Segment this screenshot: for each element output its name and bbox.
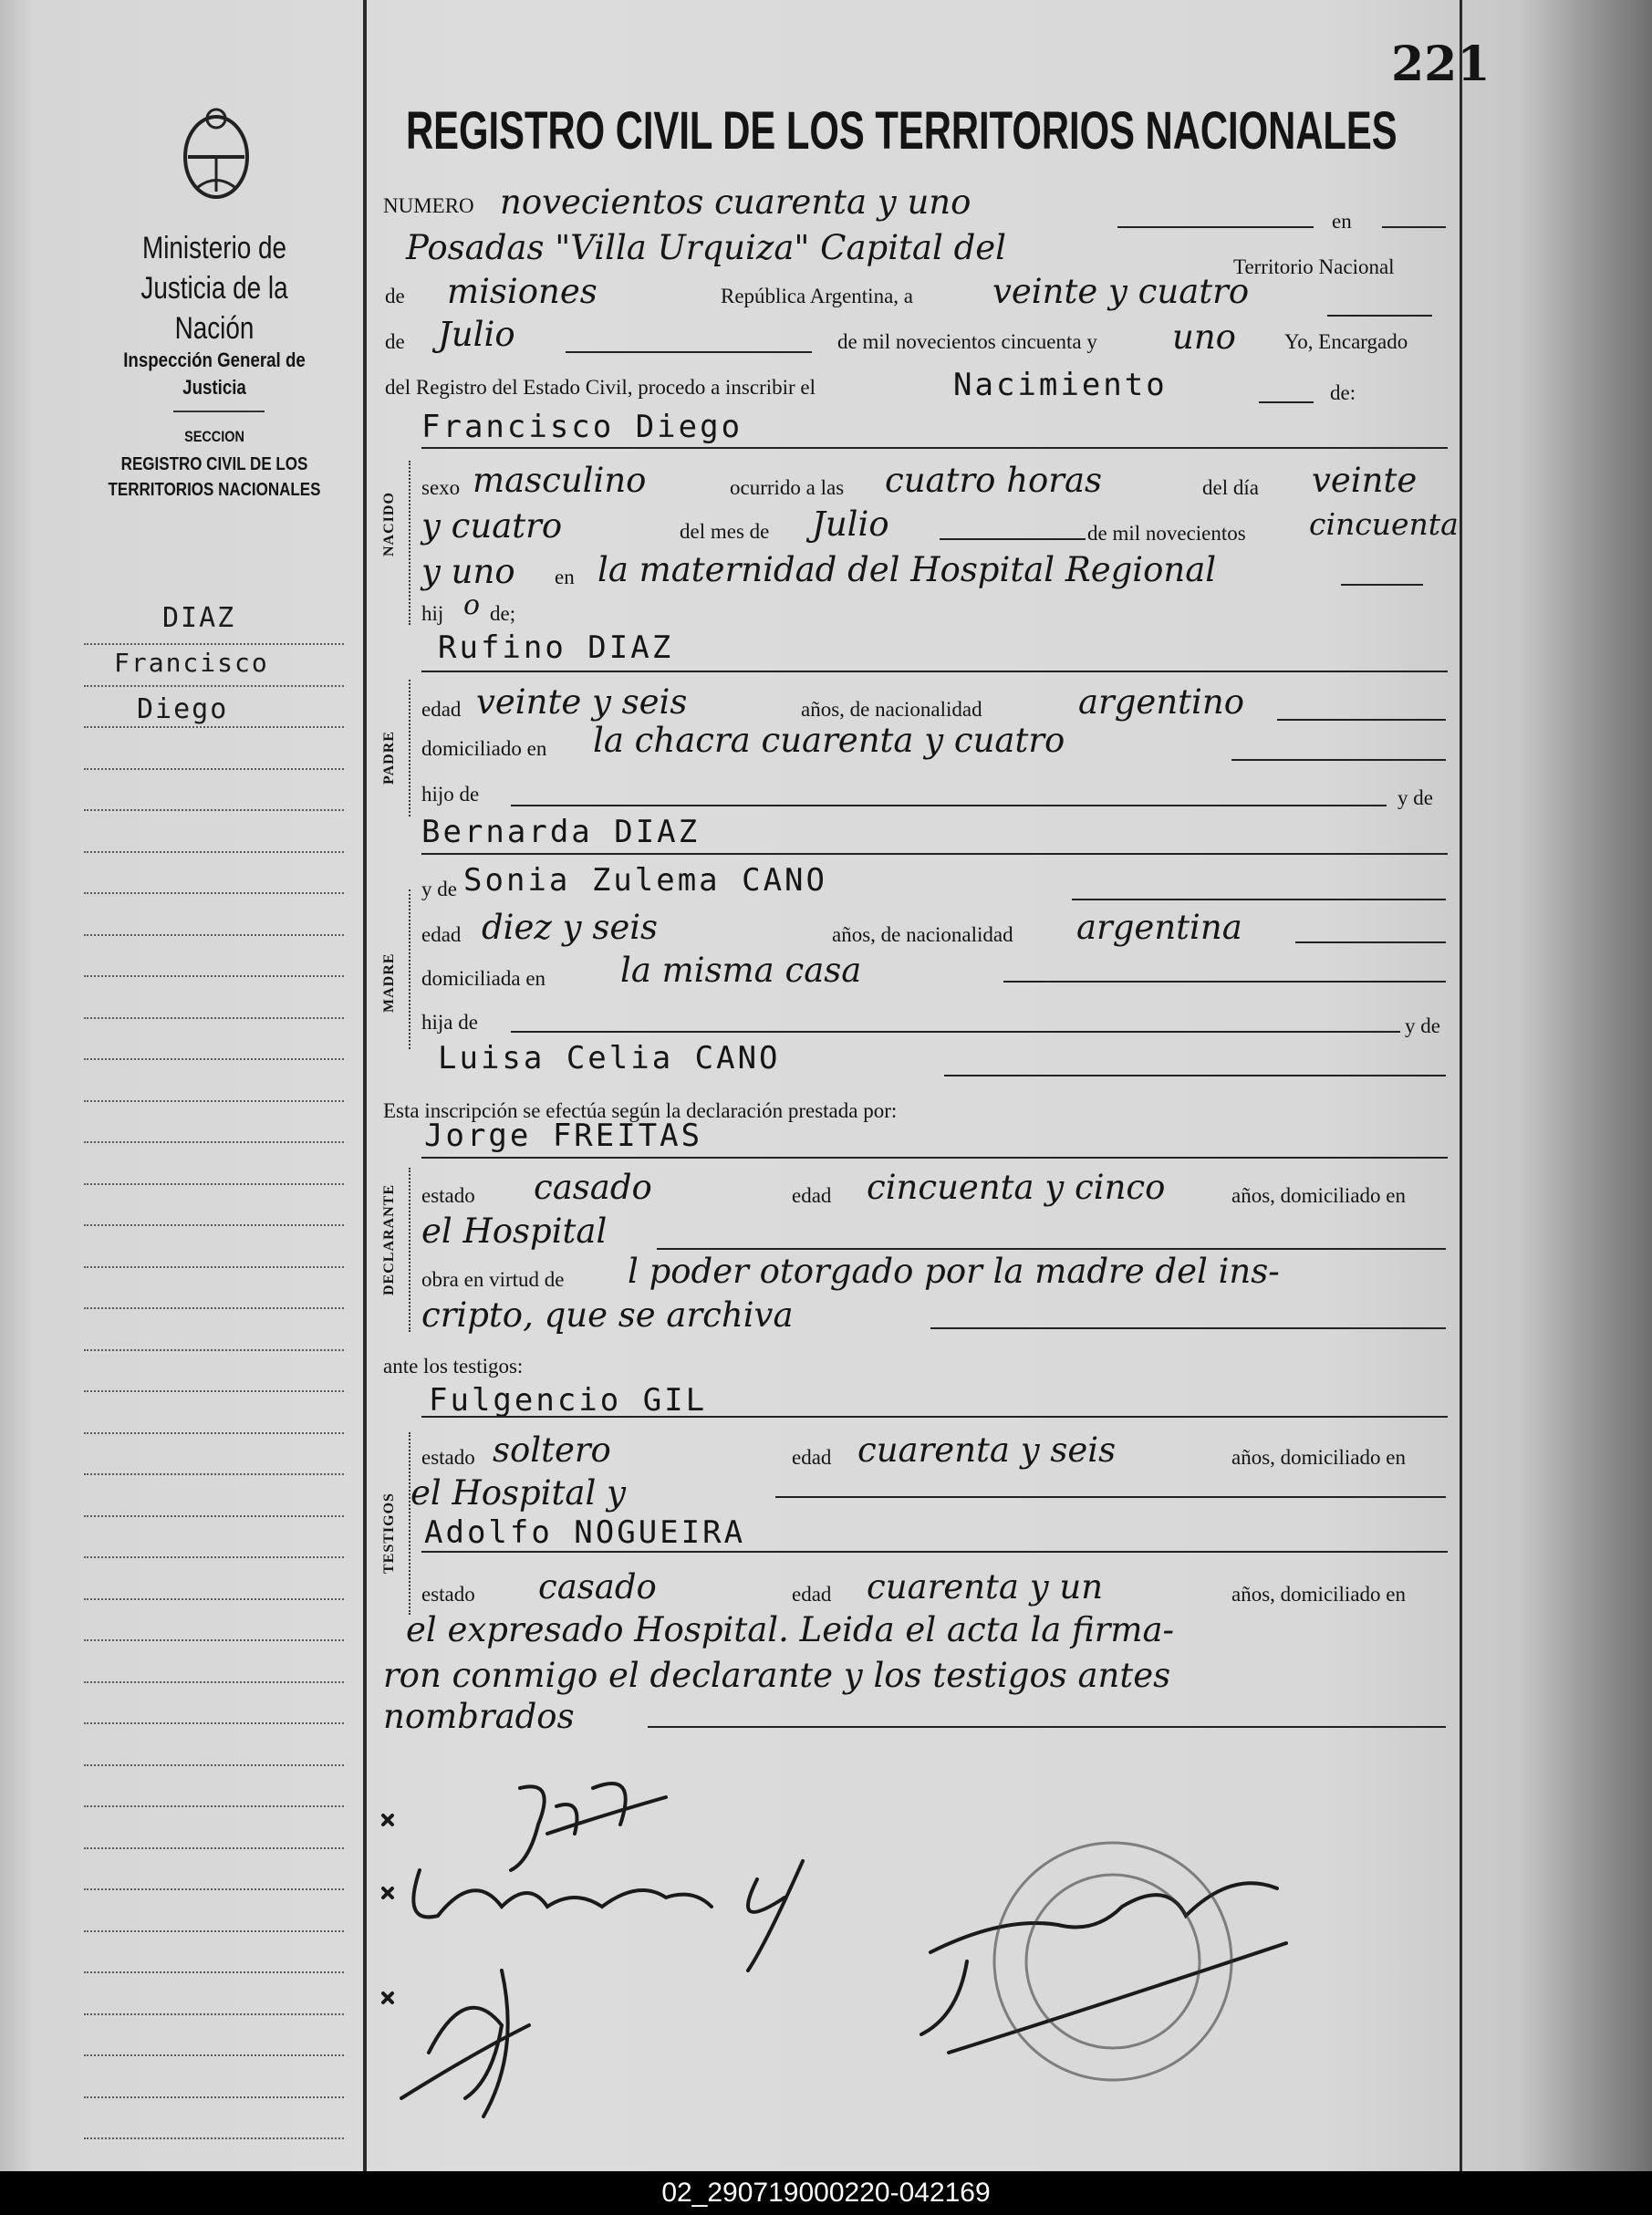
ruled-line: [84, 1224, 344, 1226]
section-bracket: [409, 461, 410, 625]
underline: [421, 1157, 1448, 1159]
label-estado-t2: estado: [421, 1583, 475, 1606]
ruled-line: [84, 685, 344, 687]
underline: [511, 805, 1387, 806]
label-ocurrido: ocurrido a las: [730, 476, 845, 499]
underline: [930, 1327, 1446, 1329]
value-declarante: Jorge FREITAS: [424, 1118, 703, 1154]
signature-testigo-1: [413, 1861, 803, 1971]
underline: [1231, 759, 1446, 761]
ruled-line: [84, 1141, 344, 1143]
value-abuela-materna: Luisa Celia CANO: [438, 1040, 781, 1076]
underline: [421, 1416, 1448, 1418]
value-padre-nacionalidad: argentino: [1078, 682, 1244, 722]
page-number: 221: [1391, 36, 1491, 92]
label-domiciliada: domiciliada en: [421, 967, 546, 990]
label-republica: República Argentina, a: [721, 285, 913, 307]
value-decl-domicilio: el Hospital: [421, 1211, 608, 1251]
separator: [173, 411, 265, 412]
underline: [657, 1248, 1446, 1250]
label-en: en: [1332, 210, 1352, 233]
underline: [1341, 584, 1423, 586]
label-hij: hij: [421, 602, 444, 625]
underline: [648, 1726, 1446, 1728]
label-domiciliado: domiciliado en: [421, 737, 547, 760]
label-de-mil-nov: de mil novecientos: [1087, 522, 1246, 545]
value-madre-nacionalidad: argentina: [1076, 908, 1242, 947]
ruled-line: [84, 1390, 344, 1392]
label-registro: del Registro del Estado Civil, procedo a inscribir el: [385, 376, 816, 399]
section-bracket: [409, 1432, 410, 1615]
ruled-line: [84, 1681, 344, 1683]
signature-mark: [383, 1993, 392, 2002]
margin-surname: DIAZ: [162, 602, 236, 634]
ruled-line: [84, 2137, 344, 2139]
underline: [1259, 401, 1314, 403]
value-madre: Sonia Zulema CANO: [463, 862, 827, 899]
value-sexo: masculino: [473, 461, 647, 500]
ruled-line: [84, 1515, 344, 1517]
value-t1-edad: cuarenta y seis: [857, 1430, 1117, 1470]
ruled-line: [84, 2096, 344, 2098]
ministry-title: Ministerio de Justicia de la Nación: [140, 231, 288, 346]
label-anos-domiciliado-t1: años, domiciliado en: [1231, 1446, 1406, 1469]
label-obra: obra en virtud de: [421, 1268, 565, 1291]
section-madre: MADRE: [381, 952, 397, 1013]
label-y-de-hija: y de: [1405, 1014, 1440, 1037]
value-lugar-nac: la maternidad del Hospital Regional: [597, 550, 1217, 589]
label-edad: edad: [421, 698, 462, 721]
label-del-dia: del día: [1202, 476, 1259, 499]
section-label: SECCION: [184, 428, 244, 445]
label-de: de: [385, 285, 405, 307]
underline: [940, 538, 1086, 540]
label-sexo: sexo: [421, 476, 461, 499]
value-hij-o: o: [463, 589, 481, 621]
ruled-line: [84, 1805, 344, 1807]
underline: [421, 447, 1448, 449]
coat-of-arms-icon: [175, 100, 257, 210]
ruled-line: [84, 1017, 344, 1019]
value-territorio: misiones: [447, 272, 597, 311]
ruled-line: [84, 851, 344, 853]
ruled-line: [84, 726, 344, 728]
value-hora: cuatro horas: [885, 461, 1103, 500]
ruled-line: [84, 809, 344, 811]
underline: [1327, 315, 1432, 317]
ruled-line: [84, 768, 344, 770]
value-lugar: Posadas "Villa Urquiza" Capital del: [406, 228, 1006, 267]
value-t2-edad: cuarenta y un: [867, 1567, 1104, 1607]
ruled-line: [84, 1266, 344, 1268]
value-anio-nac-2: y uno: [421, 552, 515, 591]
ruled-line: [84, 1058, 344, 1060]
official-stamp: [994, 1843, 1231, 2080]
label-territorio: Territorio Nacional: [1233, 255, 1395, 278]
section-title: REGISTRO CIVIL DE LOS TERRITORIOS NACIONALES: [108, 454, 321, 500]
underline: [421, 671, 1448, 672]
value-dia-nac-1: veinte: [1312, 461, 1418, 500]
value-decl-edad: cincuenta y cinco: [867, 1168, 1166, 1207]
value-acto: Nacimiento: [953, 367, 1168, 403]
register-title: REGISTRO CIVIL DE LOS TERRITORIOS NACIONALES: [406, 101, 1397, 161]
value-decl-estado: casado: [534, 1168, 652, 1207]
value-madre-domicilio: la misma casa: [620, 951, 862, 990]
value-padre-domicilio: la chacra cuarenta y cuatro: [593, 721, 1065, 760]
right-rule: [1460, 0, 1462, 2171]
label-anos-domiciliado: años, domiciliado en: [1231, 1184, 1406, 1207]
value-t1-domicilio: el Hospital y: [410, 1473, 626, 1513]
ruled-line: [84, 1473, 344, 1475]
label-yo-encargado: Yo, Encargado: [1284, 330, 1408, 353]
signatures-area: [365, 1752, 1460, 2153]
ruled-line: [84, 2054, 344, 2056]
ruled-line: [84, 643, 344, 645]
label-de-mil: de mil novecientos cincuenta y: [837, 330, 1097, 353]
value-mes: Julio: [438, 315, 515, 354]
value-anio: uno: [1172, 317, 1236, 357]
label-edad-decl: edad: [792, 1184, 832, 1207]
underline: [1072, 899, 1446, 900]
underline: [1277, 719, 1446, 721]
label-en-lugar: en: [555, 566, 575, 588]
underline: [566, 351, 812, 353]
label-inscripcion: Esta inscripción se efectúa según la declaración prestada por:: [383, 1099, 898, 1122]
value-t2-estado: casado: [538, 1567, 657, 1607]
ruled-line: [84, 1847, 344, 1849]
ruled-line: [84, 1349, 344, 1351]
section-bracket: [409, 889, 410, 1049]
label-edad-madre: edad: [421, 923, 462, 946]
label-numero: NUMERO: [383, 194, 474, 217]
value-testigo-2: Adolfo NOGUEIRA: [424, 1514, 746, 1551]
underline: [775, 1496, 1446, 1498]
section-testigos: TESTIGOS: [381, 1492, 397, 1574]
value-cierre-2: nombrados: [383, 1697, 575, 1736]
label-anos-nacionalidad: años, de nacionalidad: [801, 698, 982, 721]
label-edad-t1: edad: [792, 1446, 832, 1469]
margin-given-name-1: Francisco: [114, 648, 269, 678]
ruled-line: [84, 1598, 344, 1600]
ruled-line: [84, 1764, 344, 1766]
signature-mark: [383, 1815, 392, 1825]
footer-filename: 02_290719000220-042169: [0, 2171, 1652, 2215]
label-estado: estado: [421, 1184, 475, 1207]
ruled-line: [84, 934, 344, 936]
ruled-line: [84, 1639, 344, 1641]
label-de-semicolon: de;: [490, 602, 516, 625]
section-bracket: [409, 1168, 410, 1332]
section-padre: PADRE: [381, 731, 397, 785]
value-t1-estado: soltero: [493, 1430, 611, 1470]
underline: [511, 1031, 1400, 1033]
value-testigo-1: Fulgencio GIL: [429, 1382, 708, 1419]
underline: [421, 1551, 1448, 1553]
label-del-mes: del mes de: [680, 520, 770, 543]
label-estado-t1: estado: [421, 1446, 475, 1469]
value-dia: veinte y cuatro: [992, 272, 1250, 311]
underline: [944, 1075, 1446, 1076]
label-anos-nacionalidad-madre: años, de nacionalidad: [832, 923, 1013, 946]
ruled-line: [84, 1722, 344, 1724]
inspection-title: Inspección General de Justicia: [123, 348, 306, 399]
label-testigos: ante los testigos:: [383, 1355, 524, 1378]
ruled-line: [84, 1930, 344, 1932]
ruled-line: [84, 1556, 344, 1558]
ruled-line: [84, 1100, 344, 1102]
ruled-line: [84, 1307, 344, 1309]
label-edad-t2: edad: [792, 1583, 832, 1606]
signature-testigo-2: [401, 1971, 529, 2116]
label-y-de-madre: y de: [421, 878, 457, 900]
value-nombre: Francisco Diego: [421, 409, 743, 445]
label-hijo-de: hijo de: [421, 783, 480, 806]
label-de-mes: de: [385, 330, 405, 353]
value-cierre-1: ron conmigo el declarante y los testigos antes: [383, 1656, 1171, 1695]
ruled-line: [84, 1971, 344, 1973]
ruled-line: [84, 1183, 344, 1185]
margin-column: [0, 0, 365, 2171]
value-anio-nac-1: cincuenta: [1309, 506, 1459, 542]
value-numero: novecientos cuarenta y uno: [500, 182, 971, 222]
ruled-line: [84, 1888, 344, 1890]
signature-mark: [383, 1888, 392, 1898]
section-nacido: NACIDO: [381, 492, 397, 556]
ruled-line: [84, 2013, 344, 2015]
underline: [1382, 226, 1446, 228]
section-declarante: DECLARANTE: [381, 1183, 397, 1295]
value-abuela-paterna: Bernarda DIAZ: [421, 814, 701, 850]
ruled-line: [84, 892, 344, 894]
value-obra-2: cripto, que se archiva: [421, 1295, 794, 1335]
value-padre-edad: veinte y seis: [476, 682, 688, 722]
margin-given-name-2: Diego: [137, 693, 229, 725]
underline: [1295, 941, 1446, 943]
label-anos-domiciliado-t2: años, domiciliado en: [1231, 1583, 1406, 1606]
label-y-de: y de: [1397, 786, 1433, 809]
value-obra: l poder otorgado por la madre del ins-: [628, 1252, 1280, 1291]
signature-declarante: [511, 1783, 666, 1870]
value-padre: Rufino DIAZ: [438, 629, 674, 666]
label-hija-de: hija de: [421, 1011, 478, 1034]
ruled-line: [84, 1432, 344, 1434]
ruled-line: [84, 975, 344, 977]
underline: [1003, 981, 1446, 983]
underline: [421, 853, 1448, 855]
label-de-colon: de:: [1330, 381, 1356, 404]
underline: [1117, 226, 1314, 228]
value-madre-edad: diez y seis: [482, 908, 659, 947]
value-mes-nac: Julio: [812, 504, 889, 544]
value-t2-domicilio: el expresado Hospital. Leida el acta la firma-: [406, 1610, 1175, 1649]
value-dia-nac-2: y cuatro: [421, 506, 563, 546]
section-bracket: [409, 680, 410, 816]
